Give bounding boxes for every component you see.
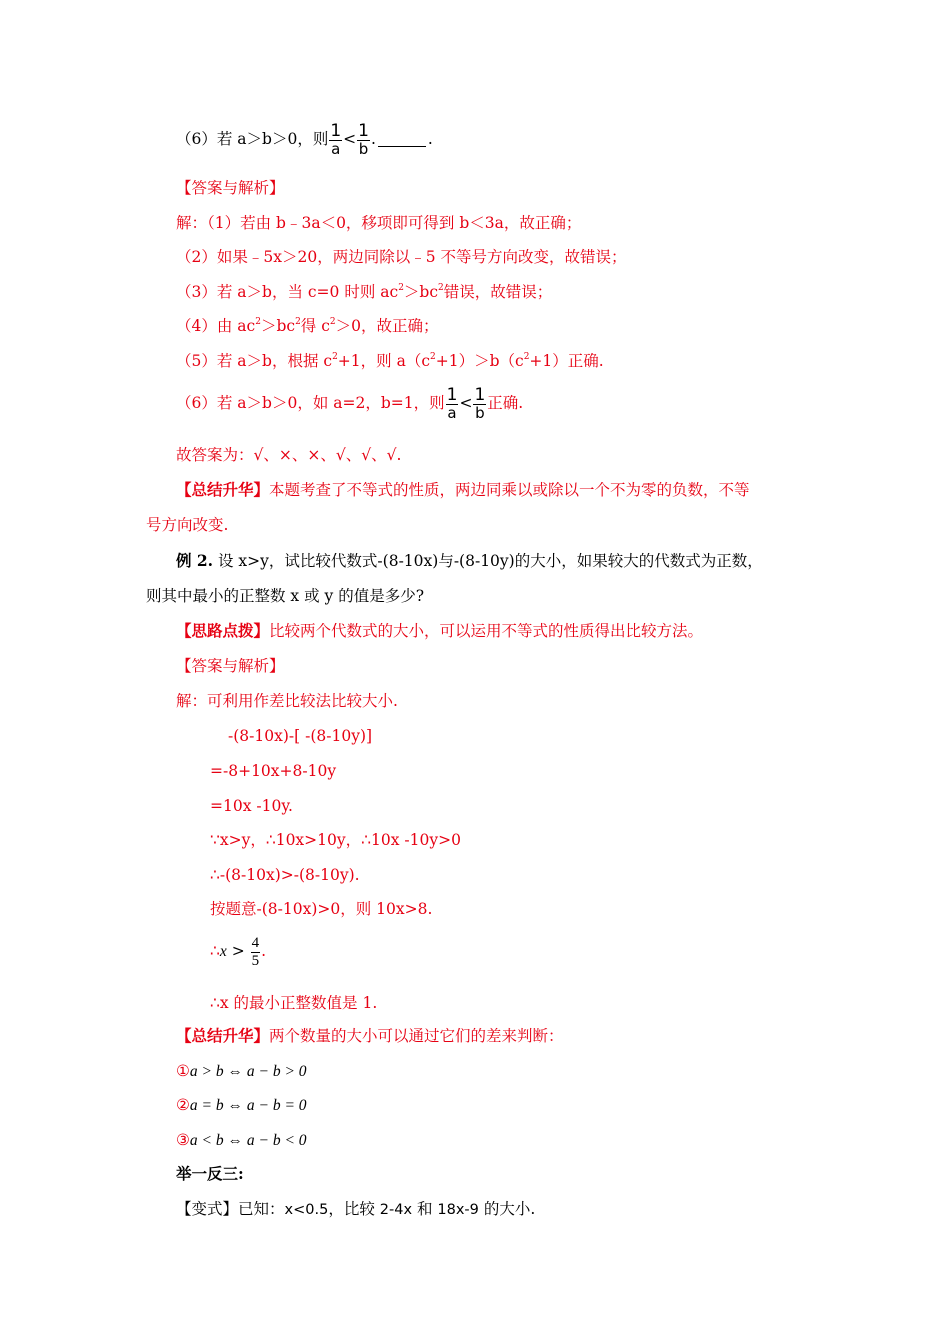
solution2-line5: ∵x>y，∴10x>10y，∴10x -10y>0 (210, 831, 461, 849)
rule-3-marker: ③ (176, 1131, 190, 1149)
item6-fraction-1: $\frac{1}{a}$ (330, 120, 342, 158)
summary2-line: 【总结升华】两个数量的大小可以通过它们的差来判断： (176, 1026, 564, 1045)
solution1-line4: （4）由 $ac^2>bc^2$得 $c^2>0$，故正确； (176, 317, 439, 335)
solution2-line4: =10x -10y. (210, 797, 293, 815)
solution2-line2: -(8-10x)-[ -(8-10y)] (228, 727, 373, 745)
solution1-fraction-1: $\frac{1}{a}$ (446, 384, 458, 422)
solution1-line3: （3）若 a＞b，当 c=0 时则 $ac^2>bc^2$错误，故错误； (176, 283, 553, 301)
rule-2-expr: a = b ⇔ a − b = 0 (189, 1097, 307, 1114)
solution1-line2: （2）如果﹣5x＞20，两边同除以﹣5 不等号方向改变，故错误； (176, 248, 627, 266)
hint-label: 【思路点拨】 (176, 621, 270, 640)
answer-header-2: 【答案与解析】 (176, 657, 285, 675)
item6-prefix: （6）若 a＞b＞0，则 (176, 130, 329, 148)
rule-2-marker: ② (176, 1096, 190, 1114)
rule-2 (176, 1094, 307, 1117)
solution2-line6: ∴-(8-10x)>-(8-10y). (210, 866, 360, 884)
example2-line2: 则其中最小的正整数 x 或 y 的值是多少? (146, 587, 425, 605)
summary1-line1: 【总结升华】本题考查了不等式的性质，两边同乘以或除以一个不为零的负数，不等 (176, 480, 750, 499)
summary1-line2: 号方向改变. (146, 516, 229, 534)
summary1-label: 【总结升华】 (176, 480, 270, 499)
rule-1-marker: ① (176, 1062, 190, 1080)
solution2-line3: =-8+10x+8-10y (210, 762, 337, 780)
item6-less-than: < (343, 130, 357, 148)
rule-3-expr: a < b ⇔ a − b < 0 (189, 1132, 307, 1149)
item6-question: （6）若 a＞b＞0，则 $\frac{1}{a}$ < $\frac{1}{b}$ . . (176, 120, 433, 158)
solution1-line1: 解：（1）若由 b﹣3a＜0，移项即可得到 b＜3a，故正确； (176, 214, 582, 232)
practice-header: 举一反三: (176, 1164, 244, 1183)
answer-header-1: 【答案与解析】 (176, 179, 285, 197)
solution1-fraction-2: $\frac{1}{b}$ (474, 384, 486, 422)
variant-line: 【变式】已知：x<0.5，比较 2-4x 和 18x-9 的大小. (176, 1200, 536, 1218)
solution2-line1: 解：可利用作差比较法比较大小. (176, 692, 398, 710)
summary2-label: 【总结升华】 (176, 1026, 270, 1045)
rule-1-expr: a > b ⇔ a − b > 0 (189, 1063, 307, 1080)
solution1-final: 故答案为：√、×、×、√、√、√. (176, 446, 402, 464)
solution2-line7: 按题意-(8-10x)>0，则 10x>8. (210, 900, 433, 918)
variant-label: 【变式】 (176, 1200, 239, 1218)
example2-line1: 例 2. 设 x>y，试比较代数式-(8-10x)与-(8-10y)的大小，如果较大的代数式为正数， (176, 551, 763, 570)
solution2-line8: ∴x > $\frac{4}{5}$ . (210, 934, 267, 969)
rule-1 (176, 1060, 307, 1083)
example2-label: 例 2. (176, 551, 214, 570)
answer-blank (378, 132, 426, 147)
hint-line: 【思路点拨】比较两个代数式的大小，可以运用不等式的性质得出比较方法。 (176, 621, 704, 640)
rule-3 (176, 1129, 307, 1152)
solution1-line5: （5）若 a＞b，根据 $c^2+1$，则 $a(c^2+1)>b(c^2+1)$正确. (176, 352, 604, 370)
solution1-line6: （6）若 a＞b＞0，如 a=2，b=1，则 $\frac{1}{a}$ < $\frac{1}{b}$ 正确. (176, 384, 524, 422)
item6-fraction-2: $\frac{1}{b}$ (358, 120, 369, 158)
solution2-line9: ∴x 的最小正整数值是 1. (210, 994, 378, 1012)
four-fifths-fraction: $\frac{4}{5}$ (251, 934, 260, 969)
